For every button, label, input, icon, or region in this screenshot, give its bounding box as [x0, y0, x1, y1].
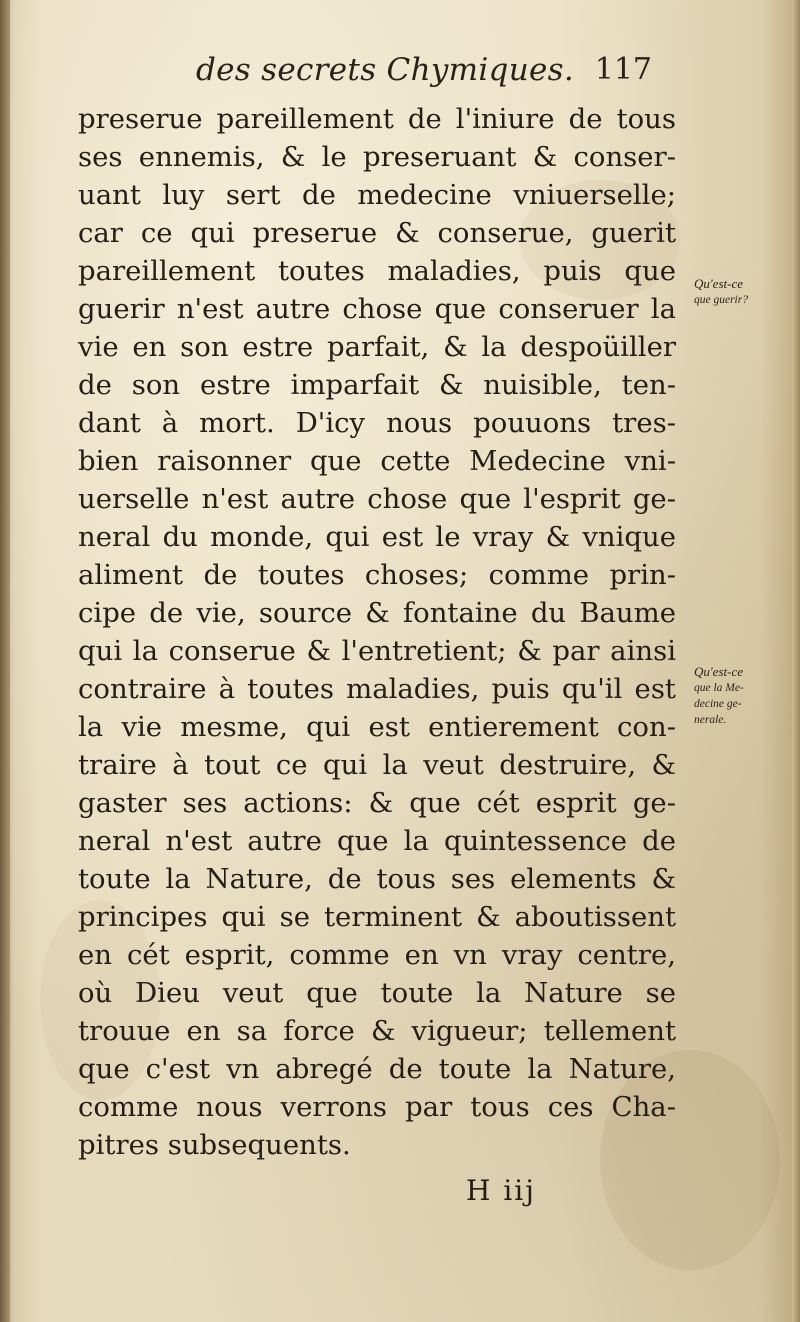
text-line: pareillement toutes maladies, puis que [78, 255, 676, 287]
margin-note-line: Qu'est-ce [694, 664, 743, 679]
text-line: la vie mesme, qui est entierement con- [78, 711, 676, 743]
text-line: cipe de vie, source & fontaine du Baume [78, 597, 676, 629]
text-line: neral n'est autre que la quintessence de [78, 825, 676, 857]
text-line: preserue pareillement de l'iniure de tous [78, 103, 676, 135]
margin-note-line: decine ge- [694, 698, 742, 710]
text-line: car ce qui preserue & conserue, guerit [78, 217, 676, 249]
text-line: guerir n'est autre chose que conseruer la [78, 293, 676, 325]
running-title: des secrets Chymiques. [196, 52, 574, 88]
text-line: que c'est vn abregé de toute la Nature, [78, 1053, 676, 1085]
margin-note-line: Qu'est-ce [694, 276, 743, 291]
page-number: 117 [594, 52, 652, 87]
margin-note-medecine [694, 664, 794, 728]
text-line: contraire à toutes maladies, puis qu'il est [78, 673, 676, 705]
margin-note-line: que la Me- [694, 682, 744, 694]
text-line: pitres subsequents. [78, 1129, 351, 1161]
text-line: uant luy sert de medecine vniuerselle; [78, 179, 676, 211]
text-line: où Dieu veut que toute la Nature se [78, 977, 676, 1009]
margin-note-line: nerale. [694, 714, 727, 726]
text-line: de son estre imparfait & nuisible, ten- [78, 369, 676, 401]
text-line: toute la Nature, de tous ses elements & [78, 863, 676, 895]
text-line: en cét esprit, comme en vn vray centre, [78, 939, 676, 971]
text-line: qui la conserue & l'entretient; & par ainsi [78, 635, 676, 667]
page-binding-edge [0, 0, 10, 1322]
text-line: uerselle n'est autre chose que l'esprit ge- [78, 483, 676, 515]
text-line: vie en son estre parfait, & la despoüiller [78, 331, 676, 363]
text-line: comme nous verrons par tous ces Cha- [78, 1091, 676, 1123]
text-line: gaster ses actions: & que cét esprit ge- [78, 787, 676, 819]
text-line: aliment de toutes choses; comme prin- [78, 559, 676, 591]
text-line: ses ennemis, & le preseruant & conser- [78, 141, 676, 173]
text-line: neral du monde, qui est le vray & vnique [78, 521, 676, 553]
text-line: dant à mort. D'icy nous pouuons tres- [78, 407, 676, 439]
signature-mark: H iij [466, 1174, 536, 1207]
page-header [196, 52, 666, 92]
text-line: principes qui se terminent & aboutissent [78, 901, 676, 933]
text-line: trouue en sa force & vigueur; tellement [78, 1015, 676, 1047]
text-line: traire à tout ce qui la veut destruire, & [78, 749, 676, 781]
text-line: bien raisonner que cette Medecine vni- [78, 445, 676, 477]
margin-note-line: que guerir? [694, 294, 748, 306]
body-text [78, 100, 676, 1164]
margin-note-guerir [694, 276, 794, 308]
page-outer-edge [792, 0, 800, 1322]
